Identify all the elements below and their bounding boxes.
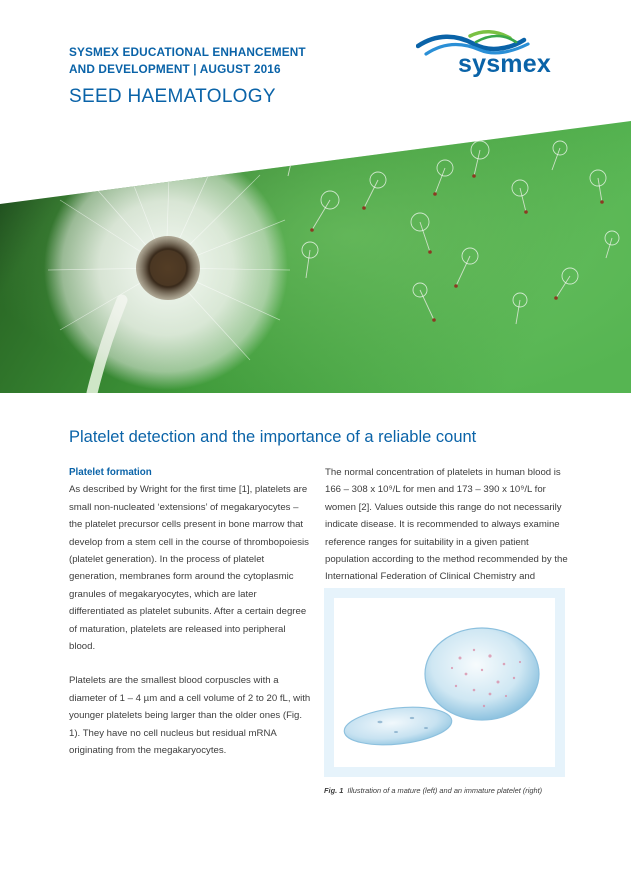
figure-caption bbox=[324, 786, 584, 796]
paragraph-spacer bbox=[69, 655, 313, 672]
right-column bbox=[325, 464, 575, 603]
paragraph-platelet-formation: As described by Wright for the first time [1], platelets are small non-nucleated ‘extensions’ of megakaryocytes – the platelet precursor cells present in bone marrow that develop from a stem cell in the course of thrombopoiesis (platelet generation). In the process of platelet generation, membranes form around the cytoplasmic granules of megakaryocytes, which are later differentiated as platelet subunits. After a certain degree of maturation, platelets are released into peripheral blood. bbox=[69, 484, 309, 653]
platelet-illustration bbox=[334, 598, 555, 767]
header-kicker-line-1: SYSMEX EDUCATIONAL ENHANCEMENT bbox=[69, 45, 306, 59]
left-column bbox=[69, 464, 313, 760]
header-kicker-line-2: AND DEVELOPMENT | AUGUST 2016 bbox=[69, 62, 281, 76]
paragraph-normal-concentration: The normal concentration of platelets in human blood is 166 – 308 x 10⁹/L for men and 173 – 390 x 10⁹/L for women [2]. Values outside this range do not necessarily indicate disease. It is recommended to always examine reference ranges for suitability in a given patient population according to the method recommended by the International Federation of Clinical Chemistry and bbox=[325, 467, 568, 583]
header-kicker bbox=[69, 44, 399, 78]
series-title: SEED HAEMATOLOGY bbox=[69, 86, 276, 107]
mature-platelet-cell bbox=[342, 702, 453, 749]
figure-frame bbox=[334, 598, 555, 767]
figure-platelet-illustration bbox=[324, 588, 565, 777]
paragraph-platelet-size: Platelets are the smallest blood corpuscles with a diameter of 1 – 4 µm and a cell volume of 2 to 20 fL, with younger platelets being larger than the older ones (Fig. 1). They have no cell nucleus but residual mRNA originating from the megakaryocytes. bbox=[69, 675, 311, 757]
immature-platelet-cell bbox=[425, 628, 539, 720]
section-heading: Platelet formation bbox=[69, 467, 152, 478]
sysmex-wordmark: sysmex bbox=[458, 50, 551, 78]
figure-caption-label: Fig. 1 bbox=[324, 786, 344, 795]
article-title: Platelet detection and the importance of a reliable count bbox=[69, 428, 477, 446]
figure-caption-text: Illustration of a mature (left) and an immature platelet (right) bbox=[347, 786, 543, 795]
sysmex-logo bbox=[416, 28, 568, 80]
